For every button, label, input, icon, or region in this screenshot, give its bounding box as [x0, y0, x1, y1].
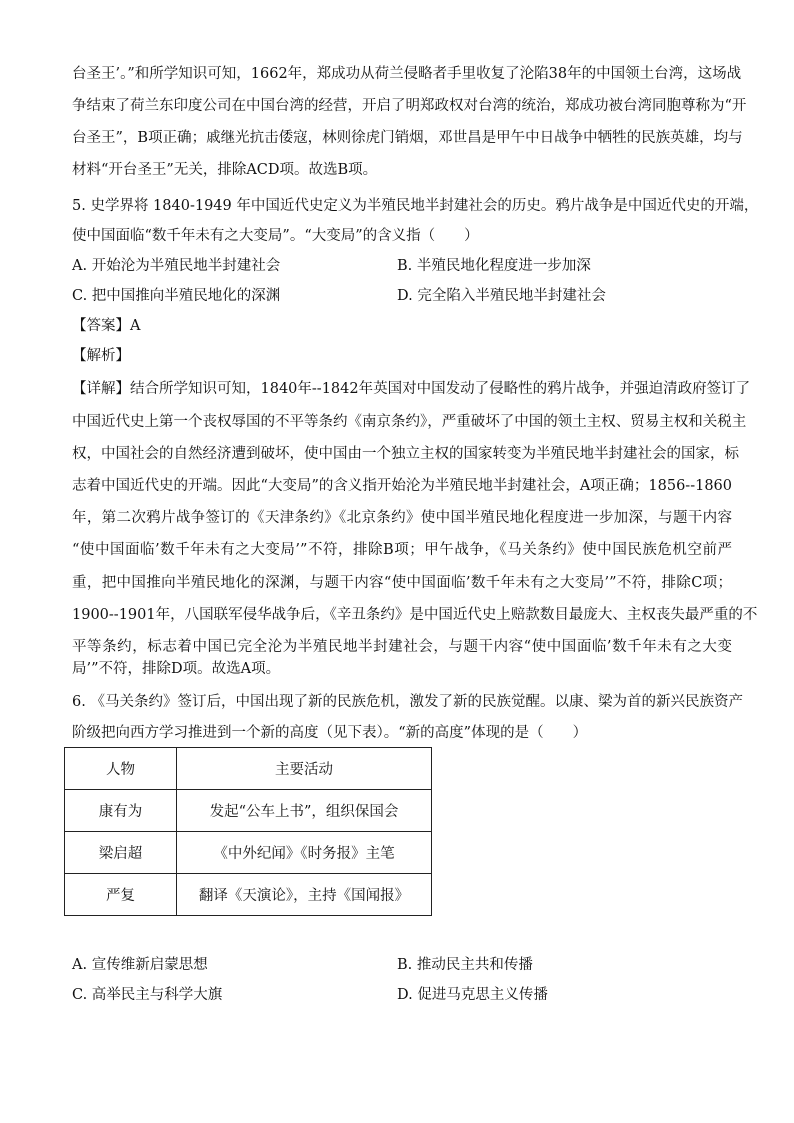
table-header-cell: 人物: [65, 748, 177, 790]
q6-option-a: A. 宣传维新启蒙思想: [72, 957, 208, 973]
q5-detail-line-10: 局’”不符，排除D项。故选A项。: [72, 661, 281, 677]
q5-analysis-label: 【解析】: [72, 348, 130, 364]
q5-option-c: C. 把中国推向半殖民地化的深渊: [72, 288, 281, 304]
q5-stem-line-1: 5. 史学界将 1840-1949 年中国近代史定义为半殖民地半封建社会的历史。鸦片战争是中国近代史的开端，: [72, 198, 759, 214]
q6-activity-table: [64, 747, 432, 916]
table-cell: 严复: [65, 874, 177, 916]
q5-detail-line-3: 权，中国社会的自然经济遭到破坏，使中国由一个独立主权的国家转变为半殖民地半封建社会的国家，标: [72, 446, 739, 462]
table-row: [65, 790, 432, 832]
table-header-row: [65, 748, 432, 790]
q5-detail-line-2: 中国近代史上第一个丧权辱国的不平等条约《南京条约》，严重破坏了中国的领土主权、贸易主权和关税主: [72, 414, 747, 430]
table-cell: 康有为: [65, 790, 177, 832]
q5-detail-line-9: 平等条约，标志着中国已完全沦为半殖民地半封建社会，与题干内容“使中国面临’数千年未有之大变: [72, 639, 732, 655]
q5-detail-line-4: 志着中国近代史的开端。因此“大变局”的含义指开始沦为半殖民地半封建社会，A项正确；1856--1860: [72, 478, 732, 494]
q5-detail-line-6: “使中国面临’数千年未有之大变局’”不符，排除B项；甲午战争，《马关条约》使中国民族危机空前严: [72, 542, 732, 558]
intro-line-2: 争结束了荷兰东印度公司在中国台湾的经营，开启了明郑政权对台湾的统治，郑成功被台湾同胞尊称为“开: [72, 98, 747, 114]
table-cell: 发起“公车上书”，组织保国会: [177, 790, 432, 832]
q6-option-d: D. 促进马克思主义传播: [397, 987, 548, 1003]
q5-detail-line-5: 年，第二次鸦片战争签订的《天津条约》《北京条约》使中国半殖民地化程度进一步加深，与题干内容: [72, 510, 732, 526]
table-cell: 《中外纪闻》《时务报》主笔: [177, 832, 432, 874]
table-cell: 翻译《天演论》，主持《国闻报》: [177, 874, 432, 916]
q5-detail-line-1: 【详解】结合所学知识可知，1840年--1842年英国对中国发动了侵略性的鸦片战争，并强迫清政府签订了: [72, 381, 751, 397]
q5-answer: 【答案】A: [72, 318, 141, 334]
table-row: [65, 832, 432, 874]
q6-option-c: C. 高举民主与科学大旗: [72, 987, 223, 1003]
table-row: [65, 874, 432, 916]
q5-stem-line-2: 使中国面临“数千年未有之大变局”。“大变局”的含义指（ ）: [72, 228, 479, 244]
q5-option-a: A. 开始沦为半殖民地半封建社会: [72, 258, 281, 274]
q5-option-b: B. 半殖民地化程度进一步加深: [397, 258, 591, 274]
q5-option-d: D. 完全陷入半殖民地半封建社会: [397, 288, 606, 304]
intro-line-3: 台圣王”，B项正确；戚继光抗击倭寇，林则徐虎门销烟，邓世昌是甲午中日战争中牺牲的民族英雄，均与: [72, 130, 743, 146]
q5-detail-line-8: 1900--1901年，八国联军侵华战争后，《辛丑条约》是中国近代史上赔款数目最庞大、主权丧失最严重的不: [72, 607, 758, 623]
q6-stem-line-2: 阶级把向西方学习推进到一个新的高度（见下表）。“新的高度”体现的是（ ）: [72, 725, 588, 741]
q6-option-b: B. 推动民主共和传播: [397, 957, 533, 973]
table-header-cell: 主要活动: [177, 748, 432, 790]
intro-line-4: 材料“开台圣王”无关，排除ACD项。故选B项。: [72, 162, 378, 178]
intro-line-1: 台圣王’。”和所学知识可知，1662年，郑成功从荷兰侵略者手里收复了沦陷38年的中国领土台湾，这场战: [72, 66, 742, 82]
q6-stem-line-1: 6. 《马关条约》签订后，中国出现了新的民族危机，激发了新的民族觉醒。以康、梁为首的新兴民族资产: [72, 694, 743, 710]
q5-detail-line-7: 重，把中国推向半殖民地化的深渊，与题干内容“使中国面临’数千年未有之大变局’”不符，排除C项；: [72, 575, 732, 591]
table-cell: 梁启超: [65, 832, 177, 874]
